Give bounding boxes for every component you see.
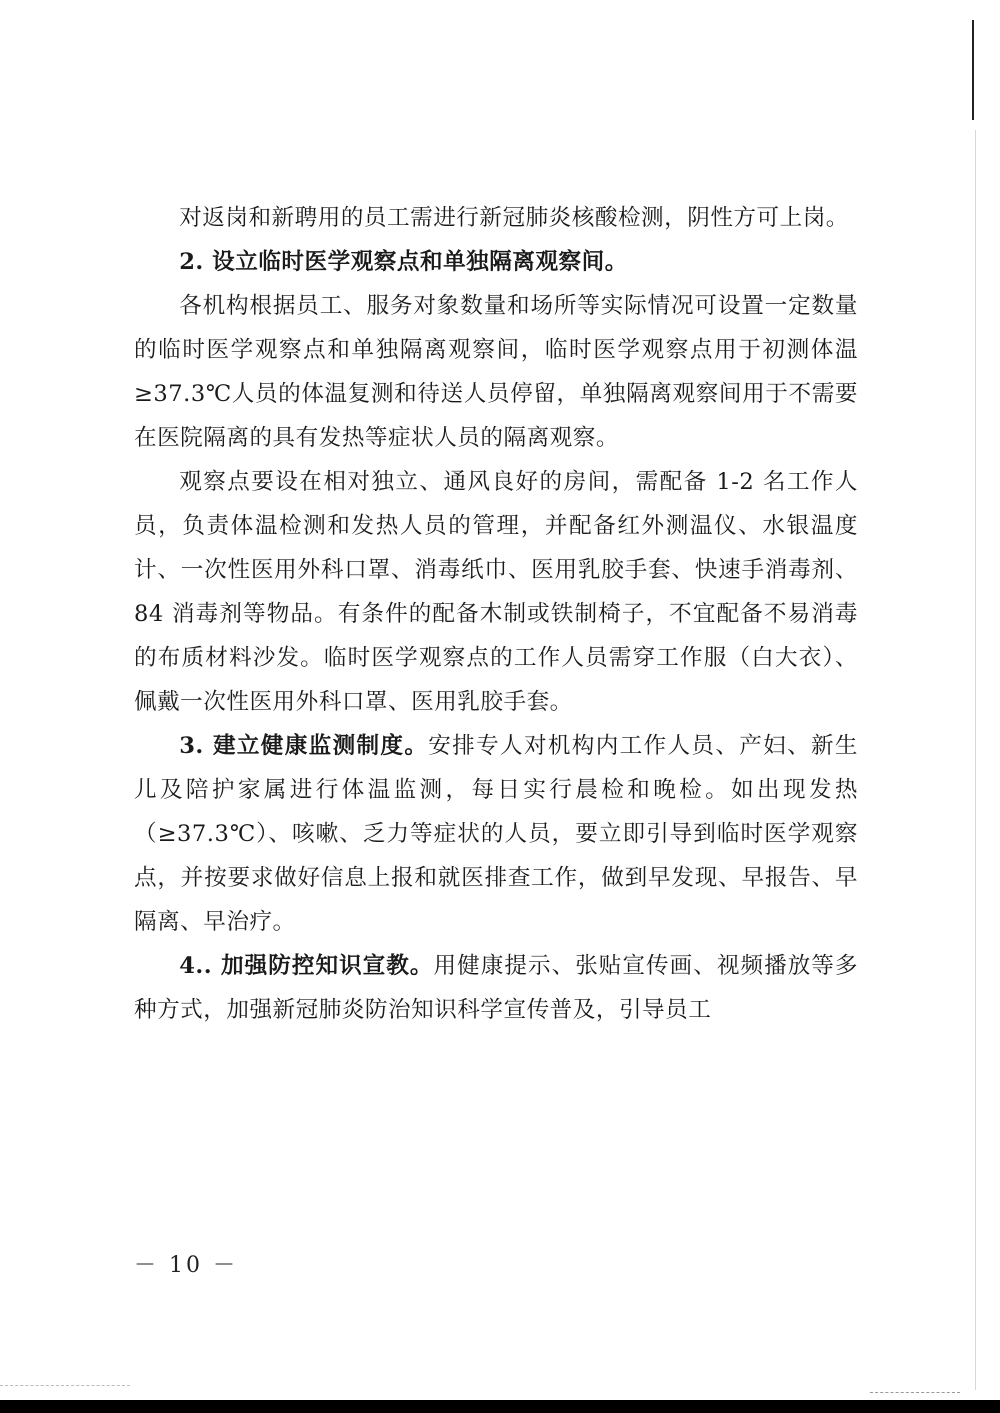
scan-bottom-edge xyxy=(0,1400,1000,1413)
heading-health-monitoring: 3. 建立健康监测制度。 xyxy=(179,733,429,759)
scan-bottom-dots-right xyxy=(870,1392,960,1394)
scan-bottom-dots-left xyxy=(0,1385,130,1387)
paragraph-observation-equipment: 观察点要设在相对独立、通风良好的房间，需配备 1-2 名工作人员，负责体温检测和发热人员的管理，并配备红外测温仪、水银温度计、一次性医用外科口罩、消毒纸巾、医用乳胶手套、快速手消毒剂、84 消毒剂等物品。有条件的配备木制或铁制椅子，不宜配备不易消毒的布质材料沙发。临时医学观察点的工作人员需穿工作服（白大衣）、佩戴一次性医用外科口罩、医用乳胶手套。 xyxy=(134,469,858,715)
page-number: － 10 － xyxy=(134,1253,238,1278)
paragraph-health-monitoring-text: 安排专人对机构内工作人员、产妇、新生儿及陪护家属进行体温监测，每日实行晨检和晚检。如出现发热（≥37.3℃）、咳嗽、乏力等症状的人员，要立即引导到临时医学观察点，并按要求做好信息上报和就医排查工作，做到早发现、早报告、早隔离、早治疗。 xyxy=(134,733,859,935)
heading-education: 4.. 加强防控知识宣教。 xyxy=(179,953,434,979)
body-text xyxy=(134,196,858,1032)
scan-edge-line xyxy=(975,130,976,1390)
scan-edge-mark xyxy=(972,20,974,120)
paragraph-observation-setup: 各机构根据员工、服务对象数量和场所等实际情况可设置一定数量的临时医学观察点和单独隔离观察间，临时医学观察点用于初测体温≥37.3℃人员的体温复测和待送人员停留，单独隔离观察间用于不需要在医院隔离的具有发热等症状人员的隔离观察。 xyxy=(134,293,858,451)
paragraph-education xyxy=(134,944,858,1032)
heading-observation-points: 2. 设立临时医学观察点和单独隔离观察间。 xyxy=(179,249,628,275)
paragraph-return-to-work: 对返岗和新聘用的员工需进行新冠肺炎核酸检测，阴性方可上岗。 xyxy=(179,205,849,231)
paragraph-education-text: 用健康提示、张贴宣传画、视频播放等多种方式，加强新冠肺炎防治知识科学宣传普及，引导员工 xyxy=(134,953,859,1023)
paragraph-health-monitoring xyxy=(134,724,858,944)
